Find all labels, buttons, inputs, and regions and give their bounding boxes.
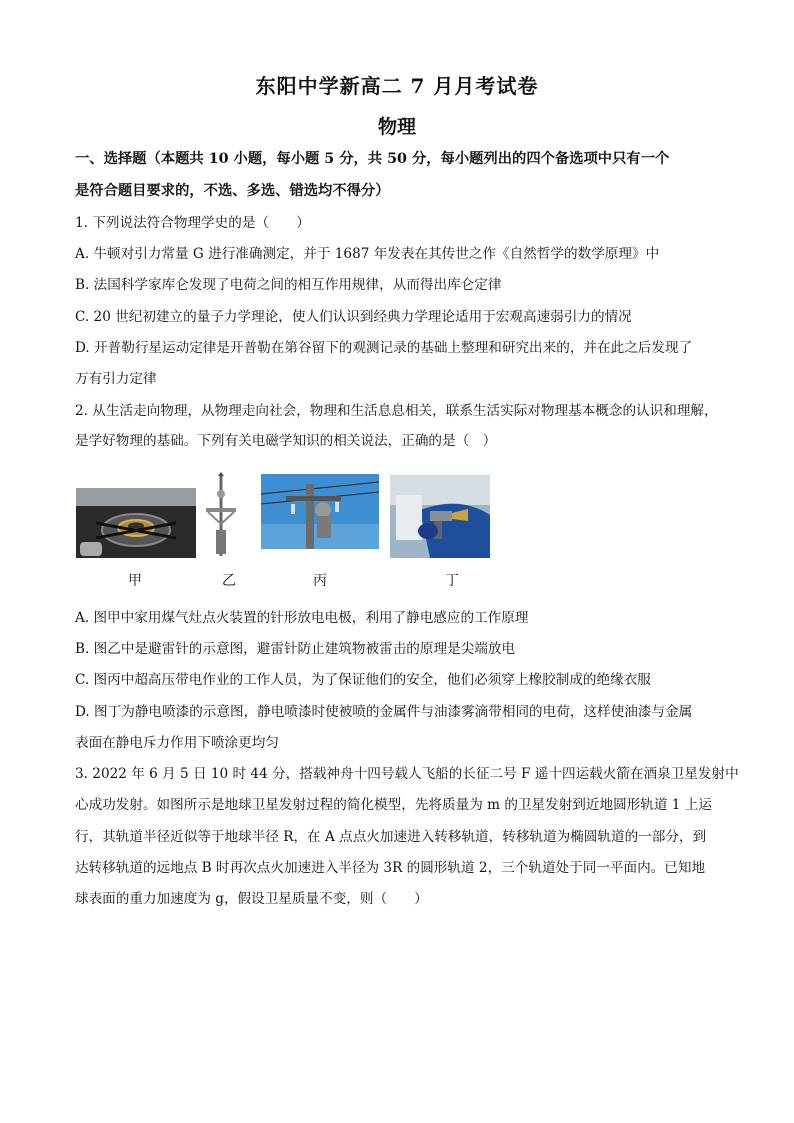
q3-line3: 行，其轨道半径近似等于地球半径 R，在 A 点点火加速进入转移轨道，转移轨道为椭圆轨道的一部分，到 (75, 829, 707, 845)
figure-label-ding: 丁 (445, 573, 459, 589)
q1-option-d-line1: D. 开普勒行星运动定律是开普勒在第谷留下的观测记录的基础上整理和研究出来的，并在此之后发现了 (75, 340, 693, 356)
section-heading-line1: 一、选择题（本题共 10 小题，每小题 5 分，共 50 分，每小题列出的四个备选项中只有一个 (75, 151, 670, 167)
figure-label-bing: 丙 (313, 573, 327, 589)
q3-line1: 3. 2022 年 6 月 5 日 10 时 44 分，搭载神舟十四号载人飞船的长征二号 F 遥十四运载火箭在酒泉卫星发射中 (75, 766, 739, 782)
q1-option-d-line2: 万有引力定律 (75, 371, 157, 387)
q1-option-c: C. 20 世纪初建立的量子力学理论，使人们认识到经典力学理论适用于宏观高速弱引力的情况 (75, 309, 632, 325)
q2-option-a: A. 图甲中家用煤气灶点火装置的针形放电电极，利用了静电感应的工作原理 (75, 610, 529, 626)
q3-line4: 达转移轨道的远地点 B 时再次点火加速进入半径为 3R 的圆形轨道 2，三个轨道处于同一平面内。已知地 (75, 860, 706, 876)
figure-high-voltage-work (261, 474, 379, 549)
q2-option-d-line1: D. 图丁为静电喷漆的示意图，静电喷漆时使被喷的金属件与油漆雾滴带相同的电荷，这样使油漆与金属 (75, 704, 693, 720)
q2-stem-line2: 是学好物理的基础。下列有关电磁学知识的相关说法，正确的是（ ） (75, 433, 497, 449)
figure-label-yi: 乙 (222, 573, 236, 589)
figure-lightning-rod (198, 472, 244, 558)
figure-label-jia: 甲 (128, 573, 142, 589)
q1-option-b: B. 法国科学家库仑发现了电荷之间的相互作用规律，从而得出库仑定律 (75, 277, 502, 293)
q1-option-a: A. 牛顿对引力常量 G 进行准确测定，并于 1687 年发表在其传世之作《自然哲学的数学原理》中 (75, 246, 660, 262)
figure-spray-painting (390, 475, 490, 558)
section-heading-line2: 是符合题目要求的，不选、多选、错选均不得分） (75, 183, 390, 199)
q2-stem-line1: 2. 从生活走向物理，从物理走向社会，物理和生活息息相关，联系生活实际对物理基本概念的认识和理解， (75, 403, 718, 419)
q2-option-d-line2: 表面在静电斥力作用下喷涂更均匀 (75, 735, 279, 751)
figure-gas-stove (76, 488, 196, 558)
q3-line2: 心成功发射。如图所示是地球卫星发射过程的简化模型，先将质量为 m 的卫星发射到近地圆形轨道 1 上运 (75, 797, 712, 813)
q2-option-c: C. 图丙中超高压带电作业的工作人员，为了保证他们的安全，他们必须穿上橡胶制成的绝缘衣服 (75, 672, 651, 688)
q1-stem: 1. 下列说法符合物理学史的是（ ） (75, 215, 310, 231)
q3-line5: 球表面的重力加速度为 g，假设卫星质量不变，则（ ） (75, 891, 428, 907)
subject-title: 物理 (377, 116, 416, 138)
exam-title: 东阳中学新高二 7 月月考试卷 (255, 74, 539, 98)
q2-option-b: B. 图乙中是避雷针的示意图，避雷针防止建筑物被雷击的原理是尖端放电 (75, 641, 516, 657)
